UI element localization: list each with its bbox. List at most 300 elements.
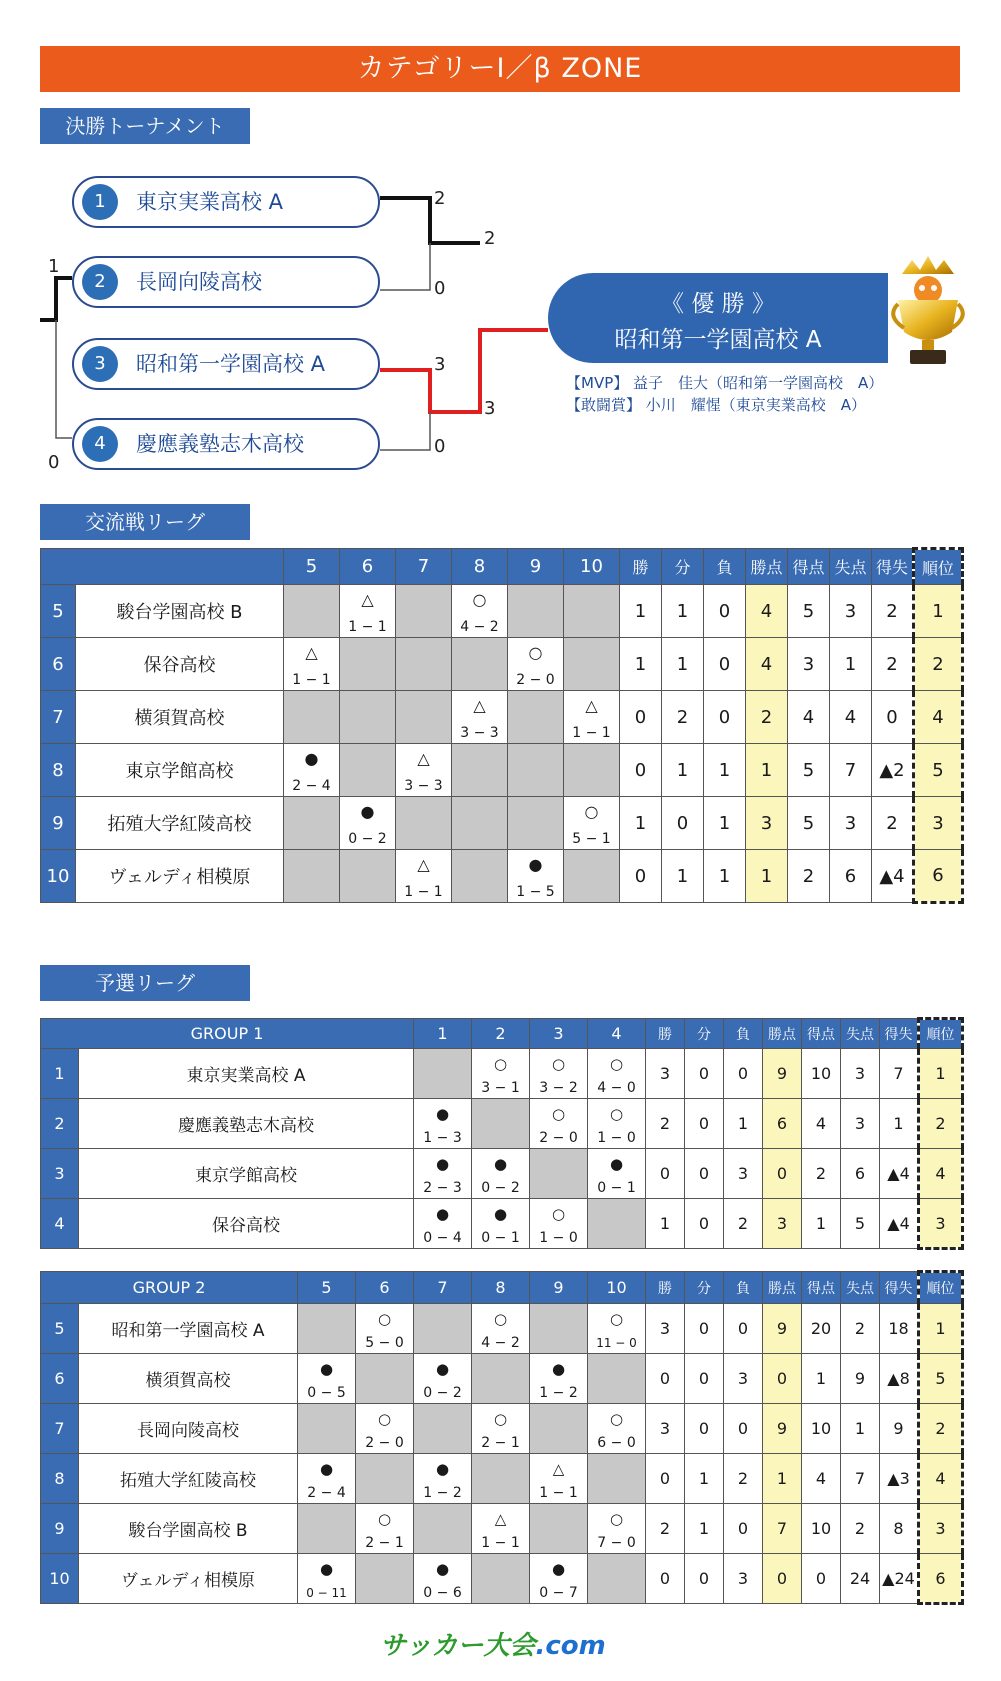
result-symbol: △ xyxy=(305,643,318,662)
result-symbol: ● xyxy=(435,1460,450,1478)
stat-points: 3 xyxy=(763,1199,802,1249)
match-score: 3 − 2 xyxy=(539,1080,578,1096)
match-score: 3 − 3 xyxy=(460,725,499,741)
stat-header: 負 xyxy=(724,1019,763,1049)
stat-rank: 3 xyxy=(914,797,963,850)
stat-draws: 0 xyxy=(685,1149,724,1199)
table-row xyxy=(41,744,963,797)
match-result-cell xyxy=(414,1554,472,1604)
empty-cell xyxy=(564,744,620,797)
match-score: 1 − 1 xyxy=(539,1485,578,1501)
stat-rank: 6 xyxy=(914,850,963,903)
empty-cell xyxy=(452,797,508,850)
table-row xyxy=(41,691,963,744)
empty-cell xyxy=(414,1304,472,1354)
empty-cell xyxy=(356,1454,414,1504)
match-score: 7 − 0 xyxy=(597,1535,636,1551)
stat-goal-diff: ▲2 xyxy=(872,744,914,797)
match-score: 1 − 1 xyxy=(481,1535,520,1551)
result-symbol: ○ xyxy=(609,1055,624,1073)
team-name: 東京実業高校 A xyxy=(79,1049,414,1099)
team-name: 横須賀高校 xyxy=(79,1354,298,1404)
empty-cell xyxy=(588,1454,646,1504)
match-result-cell xyxy=(284,638,340,691)
match-score: 1 − 1 xyxy=(404,884,443,900)
stat-rank: 3 xyxy=(919,1504,963,1554)
match-score: 1 − 5 xyxy=(516,884,555,900)
empty-cell xyxy=(298,1304,356,1354)
match-score: 0 − 7 xyxy=(539,1585,578,1601)
stat-goals-for: 5 xyxy=(788,585,830,638)
match-score: 3 − 1 xyxy=(481,1080,520,1096)
match-score: 4 − 2 xyxy=(460,619,499,635)
team-name: ヴェルディ相模原 xyxy=(76,850,284,903)
result-symbol: ● xyxy=(528,855,543,874)
match-score: 2 − 1 xyxy=(481,1435,520,1451)
match-result-cell xyxy=(472,1049,530,1099)
match-score: 1 − 2 xyxy=(423,1485,462,1501)
result-symbol: ○ xyxy=(609,1510,624,1528)
stat-draws: 1 xyxy=(662,638,704,691)
stat-points: 0 xyxy=(763,1554,802,1604)
match-score: 5 − 0 xyxy=(365,1335,404,1351)
row-number: 10 xyxy=(41,1554,79,1604)
group1-rows xyxy=(41,1049,963,1249)
team-name: 東京学館高校 xyxy=(76,744,284,797)
stat-goal-diff: 18 xyxy=(880,1304,919,1354)
stat-draws: 0 xyxy=(662,797,704,850)
empty-cell xyxy=(340,850,396,903)
stat-goals-for: 4 xyxy=(802,1099,841,1149)
stat-goals-against: 3 xyxy=(841,1099,880,1149)
match-result-cell xyxy=(452,691,508,744)
stat-losses: 2 xyxy=(724,1199,763,1249)
match-score: 2 − 1 xyxy=(365,1535,404,1551)
stat-goals-for: 10 xyxy=(802,1504,841,1554)
exchange-league-table xyxy=(40,547,964,904)
stat-rank: 4 xyxy=(919,1149,963,1199)
team-name: 駿台学園高校 B xyxy=(76,585,284,638)
stat-header: 順位 xyxy=(919,1272,963,1304)
empty-cell xyxy=(588,1554,646,1604)
team-name: 東京学館高校 xyxy=(79,1149,414,1199)
match-score: 2 − 4 xyxy=(292,778,331,794)
match-score: 11 − 0 xyxy=(596,1336,637,1350)
result-symbol: ○ xyxy=(472,590,487,609)
table-row xyxy=(41,1504,963,1554)
stat-header: 得点 xyxy=(802,1272,841,1304)
stat-goals-for: 1 xyxy=(802,1354,841,1404)
match-result-cell xyxy=(284,744,340,797)
match-score: 0 − 4 xyxy=(423,1230,462,1246)
stat-goal-diff: ▲4 xyxy=(872,850,914,903)
match-result-cell xyxy=(414,1149,472,1199)
stat-goals-for: 0 xyxy=(802,1554,841,1604)
exchange-league-heading: 交流戦リーグ xyxy=(40,504,250,540)
empty-cell xyxy=(414,1404,472,1454)
match-result-cell xyxy=(472,1404,530,1454)
match-result-cell xyxy=(298,1554,356,1604)
match-result-cell xyxy=(414,1099,472,1149)
row-number: 2 xyxy=(41,1099,79,1149)
empty-cell xyxy=(356,1354,414,1404)
stat-losses: 0 xyxy=(724,1049,763,1099)
category-banner: カテゴリーⅠ／β ZONE xyxy=(40,46,960,92)
stat-losses: 3 xyxy=(724,1554,763,1604)
stat-goal-diff: 1 xyxy=(880,1099,919,1149)
stat-header: 失点 xyxy=(841,1272,880,1304)
match-score: 4 − 2 xyxy=(481,1335,520,1351)
stat-goals-for: 5 xyxy=(788,744,830,797)
score-final-bottom: 3 xyxy=(484,398,496,419)
stat-losses: 0 xyxy=(724,1304,763,1354)
exchange-rows xyxy=(41,585,963,903)
empty-cell xyxy=(452,850,508,903)
empty-cell xyxy=(284,797,340,850)
empty-cell xyxy=(472,1354,530,1404)
stat-goal-diff: 9 xyxy=(880,1404,919,1454)
match-score: 0 − 2 xyxy=(481,1180,520,1196)
seed-number: 3 xyxy=(82,346,118,382)
bracket-team-3 xyxy=(72,338,380,390)
match-result-cell xyxy=(588,1504,646,1554)
seed-number: 4 xyxy=(82,426,118,462)
match-result-cell xyxy=(414,1199,472,1249)
row-number: 8 xyxy=(41,744,76,797)
table-row xyxy=(41,1304,963,1354)
stat-points: 3 xyxy=(746,797,788,850)
stat-wins: 1 xyxy=(620,797,662,850)
result-symbol: ○ xyxy=(551,1205,566,1223)
bracket-team-4 xyxy=(72,418,380,470)
stat-draws: 1 xyxy=(662,850,704,903)
row-number: 1 xyxy=(41,1049,79,1099)
match-result-cell xyxy=(530,1354,588,1404)
stat-rank: 1 xyxy=(919,1304,963,1354)
table-row xyxy=(41,585,963,638)
stat-wins: 2 xyxy=(646,1504,685,1554)
mvp-award: 【MVP】 益子 佳大（昭和第一学園高校 A） xyxy=(566,374,884,392)
column-header: 7 xyxy=(396,549,452,585)
stat-rank: 4 xyxy=(914,691,963,744)
result-symbol: △ xyxy=(473,696,486,715)
stat-goals-for: 2 xyxy=(802,1149,841,1199)
logo-text: サッカー大会 xyxy=(380,1631,536,1661)
empty-cell xyxy=(396,638,452,691)
stat-losses: 3 xyxy=(724,1354,763,1404)
team-name: 保谷高校 xyxy=(79,1199,414,1249)
match-result-cell xyxy=(588,1049,646,1099)
stat-wins: 3 xyxy=(646,1304,685,1354)
stat-goals-against: 6 xyxy=(830,850,872,903)
match-result-cell xyxy=(472,1504,530,1554)
result-symbol: △ xyxy=(417,855,430,874)
match-result-cell xyxy=(530,1099,588,1149)
column-header: 1 xyxy=(414,1019,472,1049)
stat-rank: 5 xyxy=(914,744,963,797)
match-result-cell xyxy=(396,850,452,903)
score-semi1-team2: 0 xyxy=(434,278,446,299)
stat-header: 勝 xyxy=(646,1019,685,1049)
empty-cell xyxy=(530,1149,588,1199)
empty-cell xyxy=(508,744,564,797)
stat-points: 9 xyxy=(763,1049,802,1099)
result-symbol: ○ xyxy=(377,1310,392,1328)
row-number: 8 xyxy=(41,1454,79,1504)
stat-header: 順位 xyxy=(919,1019,963,1049)
empty-cell xyxy=(414,1504,472,1554)
stat-goals-for: 10 xyxy=(802,1404,841,1454)
stat-losses: 0 xyxy=(724,1404,763,1454)
match-score: 0 − 6 xyxy=(423,1585,462,1601)
stat-rank: 3 xyxy=(919,1199,963,1249)
stat-goal-diff: 8 xyxy=(880,1504,919,1554)
stat-header: 分 xyxy=(662,549,704,585)
result-symbol: ● xyxy=(319,1560,334,1578)
stat-losses: 1 xyxy=(704,744,746,797)
stat-goals-against: 3 xyxy=(841,1049,880,1099)
stat-losses: 0 xyxy=(724,1504,763,1554)
stat-goals-against: 3 xyxy=(830,585,872,638)
stat-goals-for: 10 xyxy=(802,1049,841,1099)
result-symbol: ○ xyxy=(609,1410,624,1428)
stat-header: 勝点 xyxy=(763,1272,802,1304)
stat-draws: 0 xyxy=(685,1354,724,1404)
stat-wins: 0 xyxy=(620,691,662,744)
match-result-cell xyxy=(340,585,396,638)
tournament-heading: 決勝トーナメント xyxy=(40,108,250,144)
row-number: 6 xyxy=(41,638,76,691)
match-score: 3 − 3 xyxy=(404,778,443,794)
fighting-spirit-award: 【敢闘賞】 小川 耀惺（東京実業高校 A） xyxy=(566,396,867,414)
column-header: 3 xyxy=(530,1019,588,1049)
empty-cell xyxy=(564,850,620,903)
match-result-cell xyxy=(588,1149,646,1199)
empty-cell xyxy=(508,585,564,638)
result-symbol: ○ xyxy=(377,1510,392,1528)
row-number: 10 xyxy=(41,850,76,903)
stat-goal-diff: 0 xyxy=(872,691,914,744)
team-name: 昭和第一学園高校 A xyxy=(79,1304,298,1354)
empty-cell xyxy=(472,1554,530,1604)
stat-goals-against: 6 xyxy=(841,1149,880,1199)
empty-cell xyxy=(508,691,564,744)
match-result-cell xyxy=(452,585,508,638)
match-result-cell xyxy=(472,1304,530,1354)
result-symbol: ○ xyxy=(528,643,543,662)
seed-number: 1 xyxy=(82,184,118,220)
stat-rank: 5 xyxy=(919,1354,963,1404)
result-symbol: ● xyxy=(551,1560,566,1578)
result-symbol: ○ xyxy=(609,1310,624,1328)
group-label: GROUP 2 xyxy=(41,1272,298,1304)
stat-points: 4 xyxy=(746,638,788,691)
empty-cell xyxy=(472,1454,530,1504)
site-logo xyxy=(380,1625,606,1662)
table-row xyxy=(41,1554,963,1604)
row-number: 3 xyxy=(41,1149,79,1199)
row-number: 7 xyxy=(41,1404,79,1454)
stat-losses: 0 xyxy=(704,638,746,691)
empty-cell xyxy=(298,1404,356,1454)
stat-losses: 3 xyxy=(724,1149,763,1199)
bracket-team-2 xyxy=(72,256,380,308)
stat-header: 勝 xyxy=(620,549,662,585)
empty-cell xyxy=(530,1504,588,1554)
row-number: 6 xyxy=(41,1354,79,1404)
stat-points: 2 xyxy=(746,691,788,744)
empty-cell xyxy=(284,691,340,744)
stat-goal-diff: 7 xyxy=(880,1049,919,1099)
score-final-top: 2 xyxy=(484,228,496,249)
result-symbol: △ xyxy=(552,1460,565,1478)
stat-draws: 0 xyxy=(685,1099,724,1149)
stat-goals-for: 4 xyxy=(802,1454,841,1504)
match-result-cell xyxy=(298,1354,356,1404)
stat-wins: 3 xyxy=(646,1404,685,1454)
score-left-bottom: 0 xyxy=(48,452,60,473)
column-header: 2 xyxy=(472,1019,530,1049)
match-result-cell xyxy=(340,797,396,850)
table-row xyxy=(41,850,963,903)
team-name: 拓殖大学紅陵高校 xyxy=(79,1454,298,1504)
match-result-cell xyxy=(530,1554,588,1604)
stat-goals-for: 20 xyxy=(802,1304,841,1354)
stat-points: 6 xyxy=(763,1099,802,1149)
column-header: 8 xyxy=(472,1272,530,1304)
table-row xyxy=(41,1149,963,1199)
logo-domain: .com xyxy=(535,1631,606,1661)
champion-name: 昭和第一学園高校 A xyxy=(614,327,822,353)
team-name: 拓殖大学紅陵高校 xyxy=(76,797,284,850)
stat-header: 分 xyxy=(685,1019,724,1049)
empty-cell xyxy=(452,744,508,797)
match-score: 1 − 1 xyxy=(292,672,331,688)
champion-label: 《 優 勝 》 xyxy=(661,291,775,317)
stat-wins: 0 xyxy=(620,850,662,903)
team-name: 保谷高校 xyxy=(76,638,284,691)
empty-cell xyxy=(340,691,396,744)
match-score: 0 − 2 xyxy=(348,831,387,847)
match-score: 2 − 0 xyxy=(516,672,555,688)
match-score: 2 − 3 xyxy=(423,1180,462,1196)
match-score: 2 − 4 xyxy=(307,1485,346,1501)
stat-rank: 1 xyxy=(914,585,963,638)
match-result-cell xyxy=(588,1404,646,1454)
stat-goals-against: 4 xyxy=(830,691,872,744)
match-result-cell xyxy=(588,1304,646,1354)
match-result-cell xyxy=(508,638,564,691)
stat-goal-diff: ▲8 xyxy=(880,1354,919,1404)
stat-wins: 3 xyxy=(646,1049,685,1099)
result-symbol: ● xyxy=(435,1360,450,1378)
stat-points: 4 xyxy=(746,585,788,638)
stat-goals-for: 3 xyxy=(788,638,830,691)
match-score: 0 − 11 xyxy=(306,1586,347,1600)
match-result-cell xyxy=(298,1454,356,1504)
empty-cell xyxy=(564,585,620,638)
table-row xyxy=(41,1199,963,1249)
stat-wins: 0 xyxy=(620,744,662,797)
result-symbol: ● xyxy=(360,802,375,821)
empty-cell xyxy=(298,1504,356,1554)
stat-goals-for: 5 xyxy=(788,797,830,850)
column-header: 9 xyxy=(530,1272,588,1304)
stat-draws: 1 xyxy=(662,585,704,638)
column-header: 9 xyxy=(508,549,564,585)
stat-header: 得失 xyxy=(880,1019,919,1049)
stat-goals-against: 2 xyxy=(841,1504,880,1554)
stat-goals-against: 1 xyxy=(830,638,872,691)
column-header: 6 xyxy=(340,549,396,585)
stat-header: 得点 xyxy=(802,1019,841,1049)
team-name: 長岡向陵高校 xyxy=(79,1404,298,1454)
column-header: 6 xyxy=(356,1272,414,1304)
match-result-cell xyxy=(356,1404,414,1454)
table-row xyxy=(41,1049,963,1099)
column-header: 7 xyxy=(414,1272,472,1304)
empty-cell xyxy=(356,1554,414,1604)
match-score: 0 − 2 xyxy=(423,1385,462,1401)
empty-cell xyxy=(530,1304,588,1354)
row-number: 5 xyxy=(41,585,76,638)
empty-cell xyxy=(588,1199,646,1249)
empty-cell xyxy=(414,1049,472,1099)
stat-losses: 0 xyxy=(704,691,746,744)
result-symbol: ○ xyxy=(493,1310,508,1328)
stat-wins: 2 xyxy=(646,1099,685,1149)
stat-goals-for: 2 xyxy=(788,850,830,903)
stat-wins: 0 xyxy=(646,1554,685,1604)
stat-losses: 2 xyxy=(724,1454,763,1504)
stat-header: 分 xyxy=(685,1272,724,1304)
stat-goals-for: 1 xyxy=(802,1199,841,1249)
stat-goals-against: 2 xyxy=(841,1304,880,1354)
result-symbol: ● xyxy=(435,1560,450,1578)
match-score: 1 − 2 xyxy=(539,1385,578,1401)
score-semi2-team4: 0 xyxy=(434,436,446,457)
stat-wins: 1 xyxy=(620,638,662,691)
column-header: 10 xyxy=(588,1272,646,1304)
result-symbol: ○ xyxy=(584,802,599,821)
stat-losses: 1 xyxy=(704,797,746,850)
match-result-cell xyxy=(396,744,452,797)
stat-goal-diff: ▲4 xyxy=(880,1199,919,1249)
result-symbol: ● xyxy=(435,1205,450,1223)
stat-goals-against: 1 xyxy=(841,1404,880,1454)
stat-losses: 0 xyxy=(704,585,746,638)
result-symbol: △ xyxy=(494,1510,507,1528)
stat-goal-diff: 2 xyxy=(872,797,914,850)
stat-points: 1 xyxy=(746,744,788,797)
match-result-cell xyxy=(472,1149,530,1199)
stat-draws: 2 xyxy=(662,691,704,744)
empty-cell xyxy=(396,691,452,744)
result-symbol: △ xyxy=(361,590,374,609)
result-symbol: △ xyxy=(585,696,598,715)
row-number: 9 xyxy=(41,1504,79,1554)
empty-cell xyxy=(508,797,564,850)
table-row xyxy=(41,1354,963,1404)
empty-cell xyxy=(588,1354,646,1404)
prelim-league-heading: 予選リーグ xyxy=(40,965,250,1001)
stat-wins: 0 xyxy=(646,1149,685,1199)
match-score: 0 − 1 xyxy=(597,1180,636,1196)
column-header: 8 xyxy=(452,549,508,585)
match-score: 0 − 1 xyxy=(481,1230,520,1246)
result-symbol: △ xyxy=(417,749,430,768)
result-symbol: ● xyxy=(551,1360,566,1378)
